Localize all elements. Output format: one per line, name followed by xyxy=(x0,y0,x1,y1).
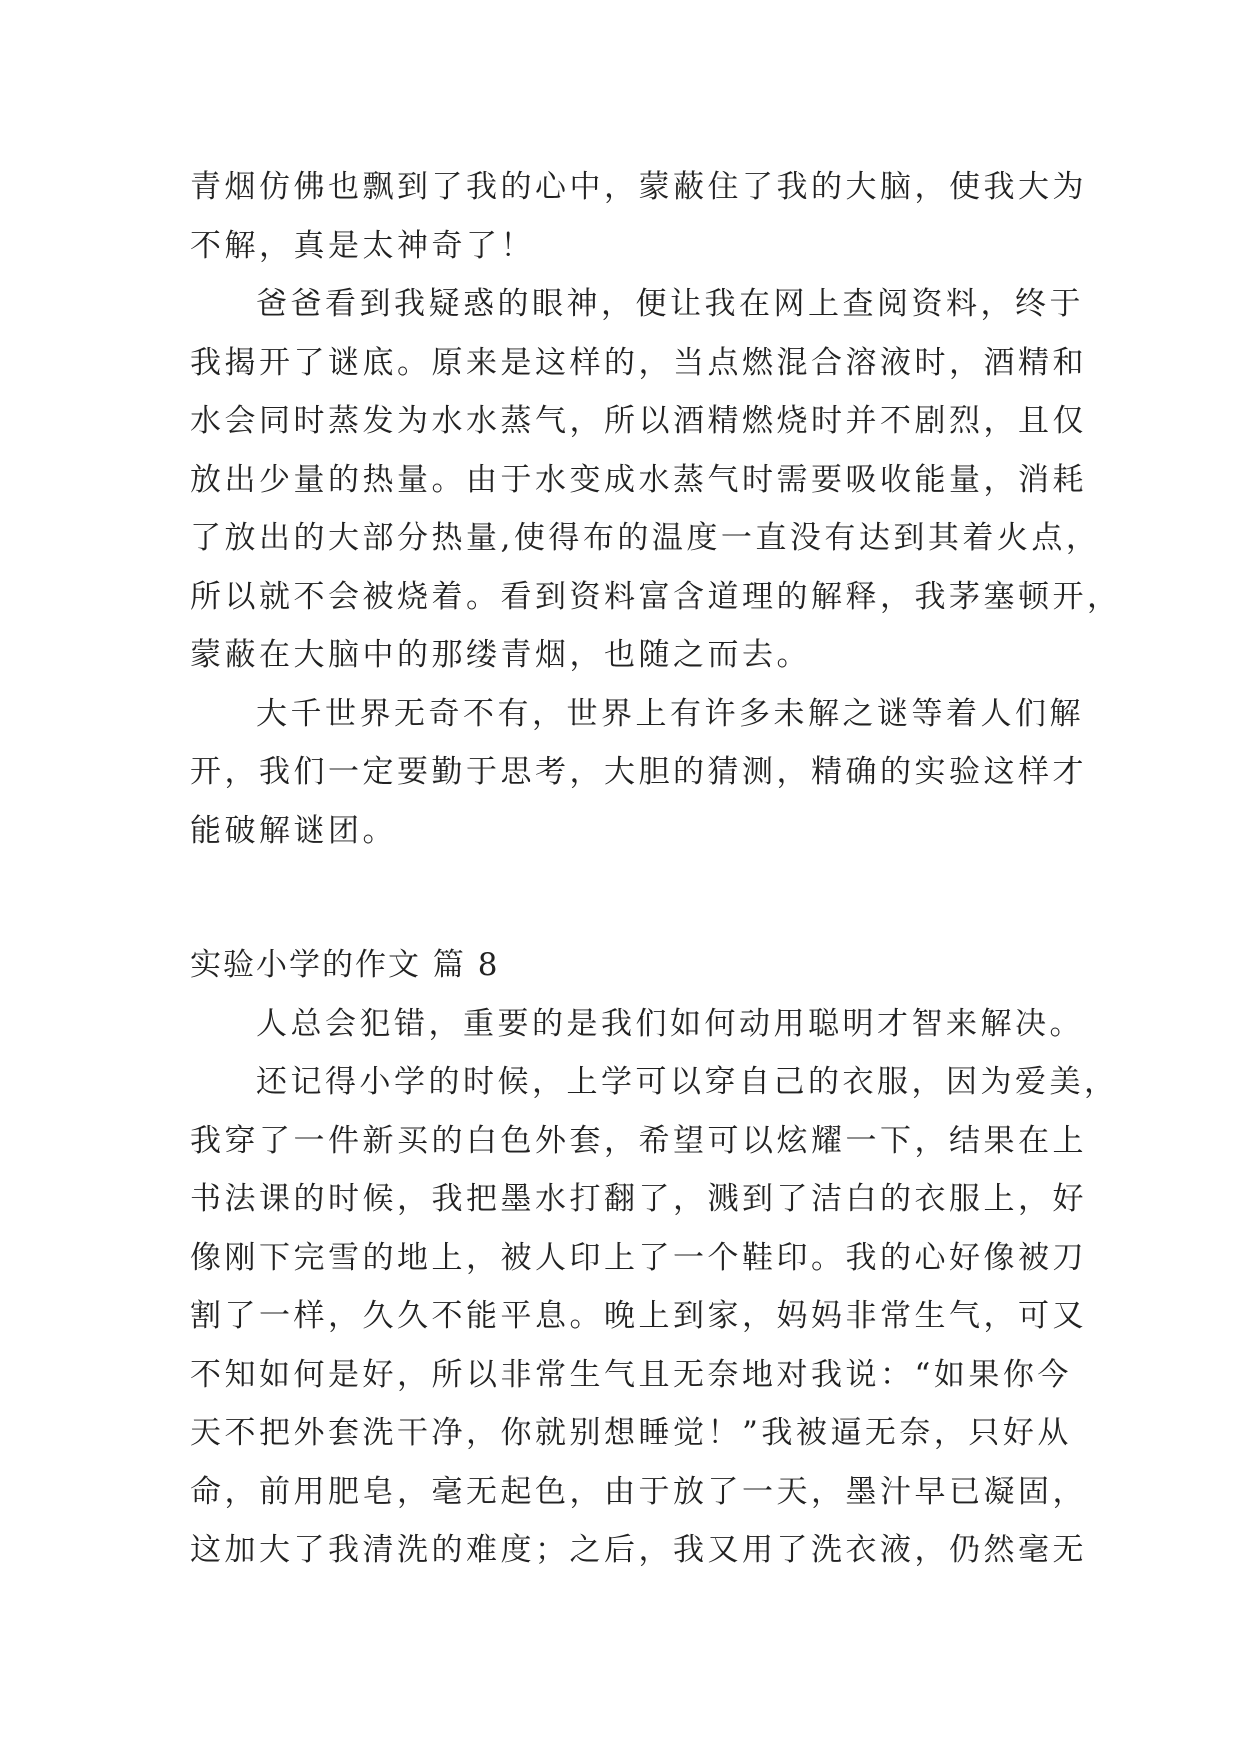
text-line: 天不把外套洗干净，你就别想睡觉！”我被逼无奈，只好从 xyxy=(190,1415,1072,1451)
section-heading: 实验小学的作文 篇 8 xyxy=(190,947,500,983)
text-line: 书法课的时候，我把墨水打翻了，溅到了洁白的衣服上，好 xyxy=(190,1181,1087,1217)
text-line: 还记得小学的时候，上学可以穿自己的衣服，因为爱美， xyxy=(256,1064,1119,1100)
text-line: 我揭开了谜底。原来是这样的，当点燃混合溶液时，酒精和 xyxy=(190,344,1087,381)
paragraph xyxy=(190,995,1084,1054)
text-line: 放出少量的热量。由于水变成水蒸气时需要吸收能量，消耗 xyxy=(190,461,1087,498)
text-line: 能破解谜团。 xyxy=(190,812,397,849)
text-line: 开，我们一定要勤于思考，大胆的猜测，精确的实验这样才 xyxy=(190,754,1087,790)
text-line: 青烟仿佛也飘到了我的心中，蒙蔽住了我的大脑，使我大为 xyxy=(190,169,1087,205)
text-line: 人总会犯错，重要的是我们如何动用聪明才智来解决。 xyxy=(256,1005,1084,1042)
text-line: 我穿了一件新买的白色外套，希望可以炫耀一下，结果在上 xyxy=(190,1122,1087,1159)
paragraph xyxy=(190,158,1087,275)
text-line: 割了一样，久久不能平息。晚上到家，妈妈非常生气，可又 xyxy=(190,1298,1087,1334)
text-line: 所以就不会被烧着。看到资料富含道理的解释，我茅塞顿开， xyxy=(190,578,1122,615)
paragraph xyxy=(190,685,1087,861)
text-line: 像刚下完雪的地上，被人印上了一个鞋印。我的心好像被刀 xyxy=(190,1239,1087,1276)
text-line: 不知如何是好，所以非常生气且无奈地对我说：“如果你今 xyxy=(190,1356,1072,1393)
paragraph xyxy=(190,275,1122,685)
paragraph xyxy=(190,1053,1119,1580)
text-line: 命，前用肥皂，毫无起色，由于放了一天，墨汁早已凝固， xyxy=(190,1473,1087,1510)
text-line: 大千世界无奇不有，世界上有许多未解之谜等着人们解 xyxy=(256,695,1084,732)
text-line: 不解，真是太神奇了！ xyxy=(190,227,535,264)
text-line: 这加大了我清洗的难度；之后，我又用了洗衣液，仍然毫无 xyxy=(190,1532,1087,1568)
text-line: 爸爸看到我疑惑的眼神，便让我在网上查阅资料，终于 xyxy=(256,286,1084,322)
document-body xyxy=(190,158,1122,1580)
section-spacer xyxy=(190,860,1050,936)
text-line: 蒙蔽在大脑中的那缕青烟，也随之而去。 xyxy=(190,637,811,673)
text-line: 了放出的大部分热量,使得布的温度一直没有达到其着火点， xyxy=(190,520,1101,556)
text-line: 水会同时蒸发为水水蒸气，所以酒精燃烧时并不剧烈，且仅 xyxy=(190,403,1087,439)
